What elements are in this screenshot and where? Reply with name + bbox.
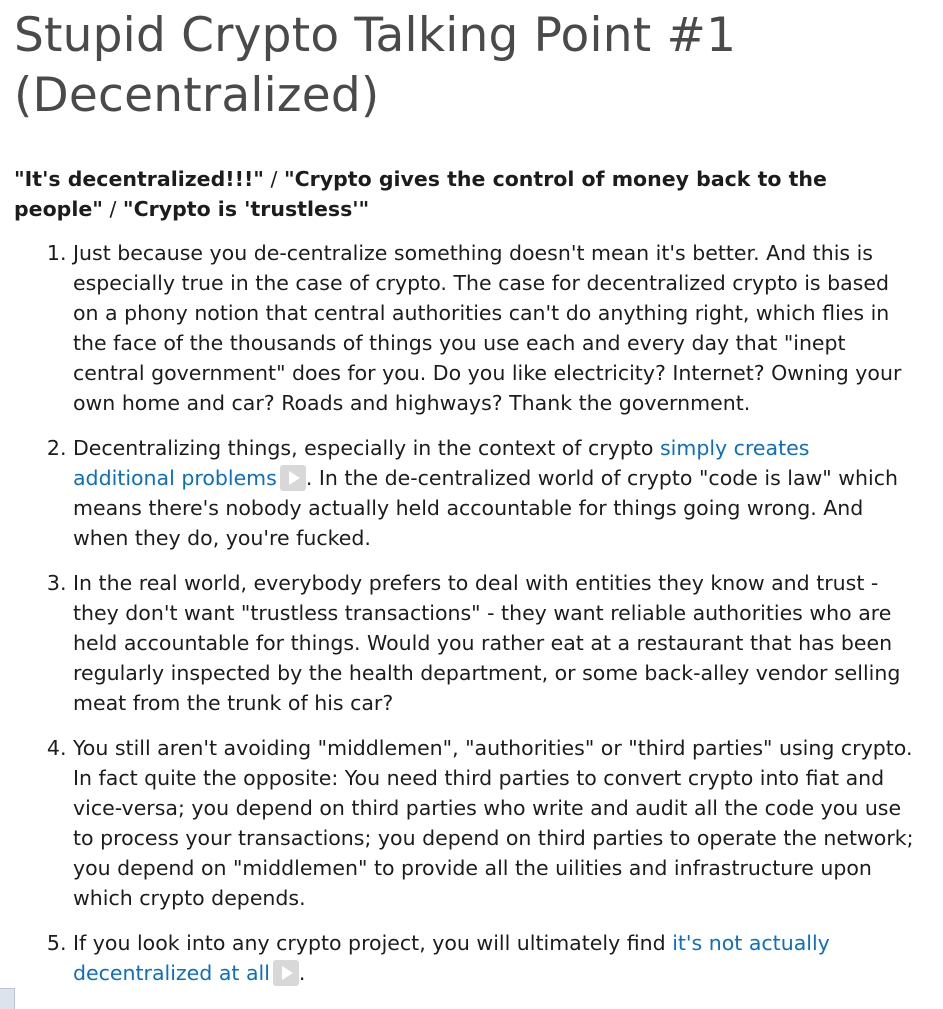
talking-point-quotes bbox=[14, 164, 914, 224]
quote-control-of-money: "Crypto gives the control of money back to the people" bbox=[14, 167, 827, 221]
list-item bbox=[73, 733, 914, 913]
list-item bbox=[73, 568, 914, 718]
quote-trustless: "Crypto is 'trustless'" bbox=[122, 197, 370, 221]
scroll-edge-marker bbox=[0, 988, 15, 1009]
page-title-line-1: Stupid Crypto Talking Point #1 bbox=[14, 8, 737, 63]
rebuttal-list bbox=[14, 238, 914, 988]
list-item bbox=[73, 433, 914, 553]
list-item bbox=[73, 238, 914, 418]
additional-problems-link[interactable]: simply creates additional problems bbox=[73, 436, 810, 490]
page-title bbox=[14, 6, 914, 126]
play-icon[interactable] bbox=[273, 960, 299, 986]
page-title-line-2: (Decentralized) bbox=[14, 68, 380, 123]
point-text: Just because you de-centralize something doesn't mean it's better. And this is especially true in the case of crypto. The case for decentralized crypto is based on a phony notion that central authorities can't do anything right, which flies in the face of the thousands of things you use each and every day that "inept central government" does for you. Do you like electricity? Internet? Owning your own home and car? Roads and highways? Thank the government. bbox=[73, 241, 902, 415]
quote-decentralized: "It's decentralized!!!" bbox=[14, 167, 264, 191]
quote-separator: / bbox=[263, 167, 284, 191]
point-text: If you look into any crypto project, you will ultimately find bbox=[73, 931, 673, 955]
article bbox=[14, 6, 914, 1003]
point-text: You still aren't avoiding "middlemen", "authorities" or "third parties" using crypto. In fact quite the opposite: You need third parties to convert crypto into fiat and vice-versa; you depend on third parties who write and audit all the code you use to process your transactions; you depend on third parties to operate the network; you depend on "middlemen" to provide all the uilities and infrastructure upon which crypto depends. bbox=[73, 736, 914, 910]
point-text: . bbox=[298, 961, 306, 985]
quote-separator: / bbox=[102, 197, 123, 221]
list-item bbox=[73, 928, 914, 988]
point-text: In the real world, everybody prefers to deal with entities they know and trust - they don't want "trustless transactions" - they want reliable authorities who are held accountable for things. Would you rather eat at a restaurant that has been regularly inspected by the health department, or some back-alley vendor selling meat from the trunk of his car? bbox=[73, 571, 901, 715]
play-icon[interactable] bbox=[280, 465, 306, 491]
point-text: . In the de-centralized world of crypto "code is law" which means there's nobody actually held accountable for things going wrong. And when they do, you're fucked. bbox=[73, 466, 898, 550]
not-decentralized-link[interactable]: it's not actually decentralized at all bbox=[73, 931, 830, 985]
point-text: Decentralizing things, especially in the context of crypto bbox=[73, 436, 660, 460]
